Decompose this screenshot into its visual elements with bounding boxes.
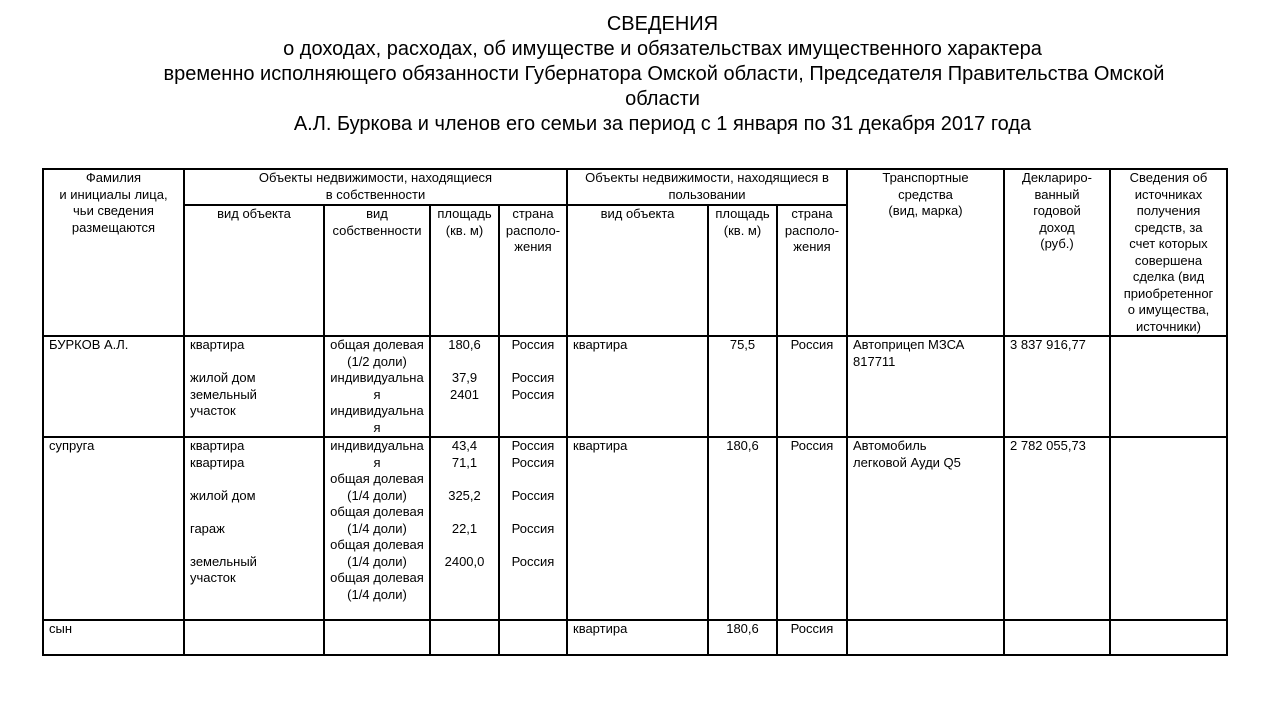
header-owned-ownership: вид собственности xyxy=(324,205,430,336)
cell-income xyxy=(1004,620,1110,655)
header-owned-country: страна располо- жения xyxy=(499,205,567,336)
cell-owned-country: Россия Россия Россия xyxy=(499,336,567,437)
table-row xyxy=(43,336,1227,437)
cell-transport: Автомобиль легковой Ауди Q5 xyxy=(847,437,1004,620)
cell-income: 3 837 916,77 xyxy=(1004,336,1110,437)
header-used-area: площадь (кв. м) xyxy=(708,205,777,336)
header-used-type: вид объекта xyxy=(567,205,708,336)
cell-owned-type: квартира жилой дом земельный участок xyxy=(184,336,324,437)
cell-name: БУРКОВ А.Л. xyxy=(43,336,184,437)
cell-used-type: квартира xyxy=(567,336,708,437)
header-owned-group: Объекты недвижимости, находящиеся в собственности xyxy=(184,169,567,205)
cell-income: 2 782 055,73 xyxy=(1004,437,1110,620)
cell-sources xyxy=(1110,620,1227,655)
document-title xyxy=(0,12,1280,137)
header-sources: Сведения об источниках получения средств, за счет которых совершена сделка (вид приобретенног о имущества, источники) xyxy=(1110,169,1227,336)
cell-owned-type: квартира квартира жилой дом гараж земельный участок xyxy=(184,437,324,620)
header-transport: Транспортные средства (вид, марка) xyxy=(847,169,1004,336)
cell-transport: Автоприцеп МЗСА 817711 xyxy=(847,336,1004,437)
cell-owned-country: Россия Россия Россия Россия Россия xyxy=(499,437,567,620)
title-line-1: СВЕДЕНИЯ xyxy=(606,13,719,35)
cell-owned-area: 180,6 37,9 2401 xyxy=(430,336,499,437)
cell-used-type: квартира xyxy=(567,620,708,655)
cell-used-type: квартира xyxy=(567,437,708,620)
cell-used-country: Россия xyxy=(777,620,847,655)
title-line-4: области xyxy=(625,88,700,110)
cell-used-country: Россия xyxy=(777,437,847,620)
title-line-5: А.Л. Буркова и членов его семьи за период с 1 января по 31 декабря 2017 года xyxy=(293,113,1032,135)
cell-used-country: Россия xyxy=(777,336,847,437)
title-line-2: о доходах, расходах, об имуществе и обязательствах имущественного характера xyxy=(283,38,1042,60)
cell-transport xyxy=(847,620,1004,655)
header-income: Деклариро- ванный годовой доход (руб.) xyxy=(1004,169,1110,336)
cell-sources xyxy=(1110,336,1227,437)
header-used-group: Объекты недвижимости, находящиеся в пользовании xyxy=(567,169,847,205)
title-line-3: временно исполняющего обязанности Губернатора Омской области, Председателя Правительства Омской xyxy=(163,63,1165,85)
cell-owned-country xyxy=(499,620,567,655)
cell-owned-ownership: индивидуальна я общая долевая (1/4 доли) общая долевая (1/4 доли) общая долевая (1/4 доли) общая долевая (1/4 доли) xyxy=(324,437,430,620)
cell-owned-area: 43,4 71,1 325,2 22,1 2400,0 xyxy=(430,437,499,620)
cell-owned-type xyxy=(184,620,324,655)
cell-sources xyxy=(1110,437,1227,620)
cell-name: супруга xyxy=(43,437,184,620)
table-row xyxy=(43,620,1227,655)
table-row xyxy=(43,437,1227,620)
cell-used-area: 75,5 xyxy=(708,336,777,437)
cell-owned-ownership: общая долевая (1/2 доли) индивидуальна я индивидуальна я xyxy=(324,336,430,437)
header-owned-type: вид объекта xyxy=(184,205,324,336)
cell-name: сын xyxy=(43,620,184,655)
cell-owned-area xyxy=(430,620,499,655)
header-name: Фамилия и инициалы лица, чьи сведения размещаются xyxy=(43,169,184,336)
income-table-wrapper xyxy=(42,168,1228,656)
header-owned-area: площадь (кв. м) xyxy=(430,205,499,336)
cell-used-area: 180,6 xyxy=(708,620,777,655)
cell-used-area: 180,6 xyxy=(708,437,777,620)
cell-owned-ownership xyxy=(324,620,430,655)
header-used-country: страна располо- жения xyxy=(777,205,847,336)
income-table xyxy=(42,168,1228,656)
